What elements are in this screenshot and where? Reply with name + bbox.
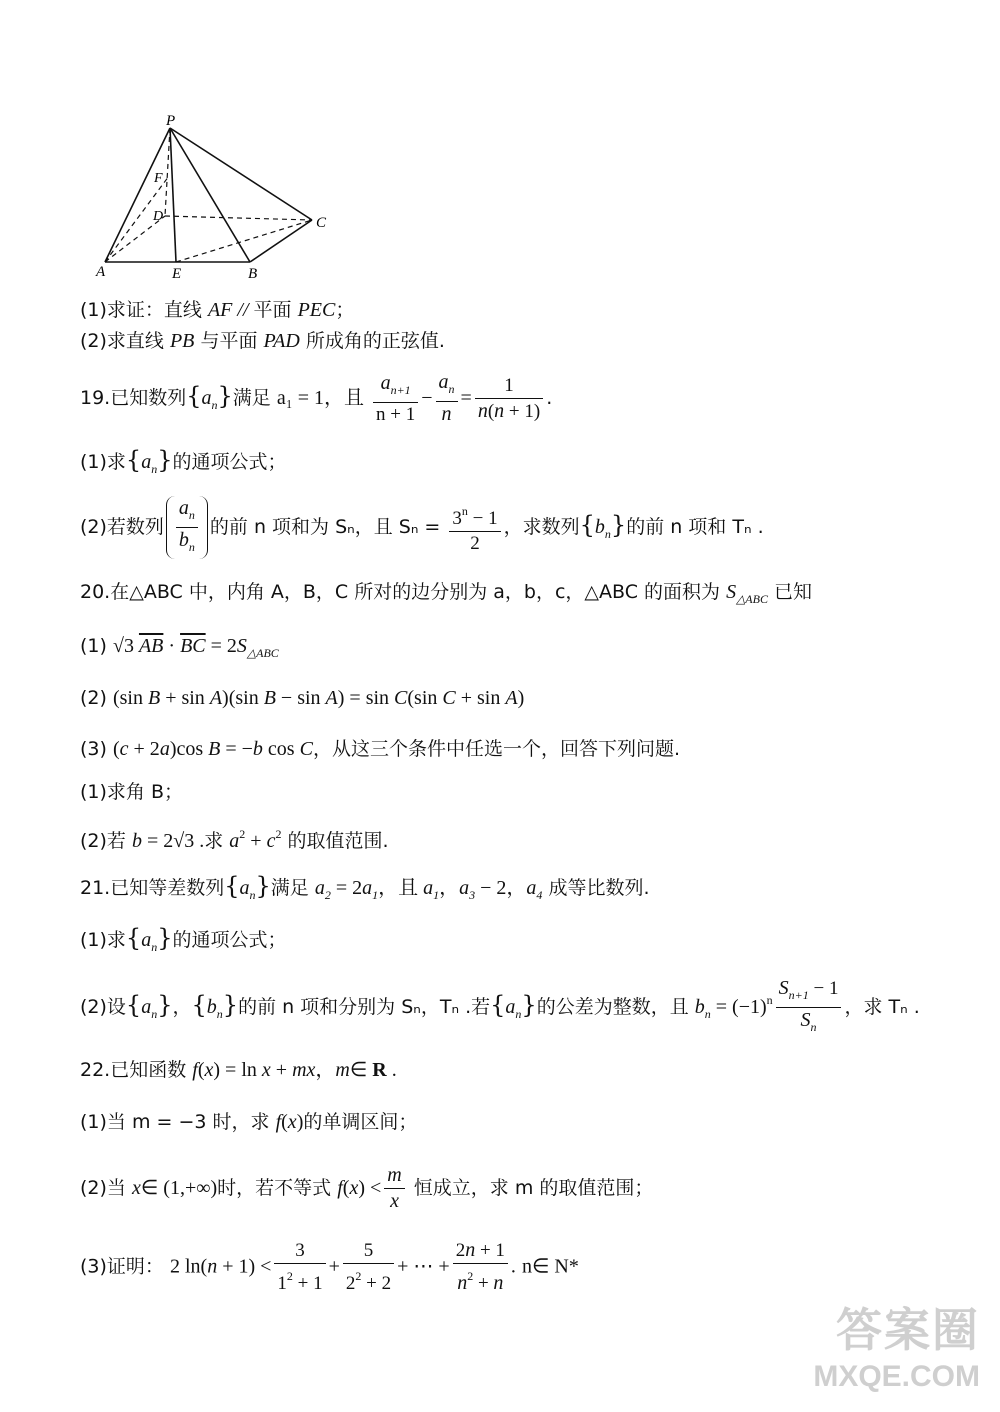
q20-condition1: (1) √3 $\overline{AB} \cdot \overline{BC} = 2S_{\triangle ABC}$ xyxy=(80,635,279,660)
q20-condition3: (3) (c + 2a)cos B = −b cos C，从这三个条件中任选一个，回答下列问题. xyxy=(80,738,680,760)
q19-part1: (1)求$\{a_n\}$的通项公式； xyxy=(80,446,287,476)
label-E: E xyxy=(172,266,182,282)
q22-part2: (2)当 x∈ (1,+∞)时，若不等式 f(x) < $\frac{m}{x}$ 恒成立，求 m 的取值范围； xyxy=(80,1164,654,1212)
q21-part1: (1)求$\{a_n\}$的通项公式； xyxy=(80,924,287,954)
label-P: P xyxy=(166,113,176,129)
q21-part2: (2)设$\{a_n\}$，$\{b_n\}$的前 n 项和分别为 Sₙ，Tₙ .若$\{a_n\}$的公差为整数，且 $b_n = (-1)^n$ $\frac{S_{n+1} - 1}{S_n}$ ，求 Tₙ . xyxy=(80,977,920,1034)
q22-stem: 22.已知函数 f(x) = ln x + mx，m∈ R . xyxy=(80,1059,397,1081)
q20-stem: 20.在△ABC 中，内角 A，B，C 所对的边分别为 a，b，c，△ABC 的面积为 $S_{\triangle ABC}$ 已知 xyxy=(80,581,813,606)
label-A: A xyxy=(96,264,106,280)
pyramid-figure xyxy=(90,110,350,285)
watermark-en: MXQE.COM xyxy=(813,1360,980,1393)
q18-part2: (2)求直线 PB 与平面 PAD 所成角的正弦值. xyxy=(80,330,445,352)
q20-part1: (1)求角 B； xyxy=(80,781,183,803)
q19-stem: 19.已知数列$\{a_n\}$满足 a₁ = 1，且 $\frac{a_{n+1}}{n + 1}$ − $\frac{a_n}{n}$ = $\frac{1}{n(n + 1)}$ . xyxy=(80,371,553,425)
q21-stem: 21.已知等差数列$\{a_n\}$满足 $a_2 = 2a_1$，且 $a_1$，$a_3 - 2$，$a_4$ 成等比数列. xyxy=(80,872,650,902)
label-D: D xyxy=(153,209,164,224)
q20-part2: (2)若 b = 2√3 .求 $a^2 + c^2$ 的取值范围. xyxy=(80,827,389,852)
q19-part2: (2)若数列 $\frac{a_n}{b_n}$ 的前 n 项和为 Sₙ，且 Sₙ = $\frac{3^n - 1}{2}$ ，求数列$\{b_n\}$的前 n 项和 Tₙ . xyxy=(80,496,764,562)
label-F: F xyxy=(154,171,163,186)
q22-part3: (3)证明： 2 ln(n + 1) < $\frac{3}{1^2 + 1}$ + $\frac{5}{2^2 + 2}$ + ⋯ + $\frac{2n + 1}{n^2 + n}$ . n∈ N* xyxy=(80,1239,579,1294)
q22-part1: (1)当 m = −3 时，求 f(x)的单调区间； xyxy=(80,1111,418,1133)
q20-condition2: (2) (sin B + sin A)(sin B − sin A) = sin C(sin C + sin A) xyxy=(80,687,525,709)
watermark xyxy=(813,1294,980,1394)
q18-part1: (1)求证：直线 AF // 平面 PEC； xyxy=(80,299,355,321)
label-B: B xyxy=(248,266,258,282)
watermark-cn: 答案圈 xyxy=(836,1303,980,1357)
label-C: C xyxy=(316,215,327,231)
